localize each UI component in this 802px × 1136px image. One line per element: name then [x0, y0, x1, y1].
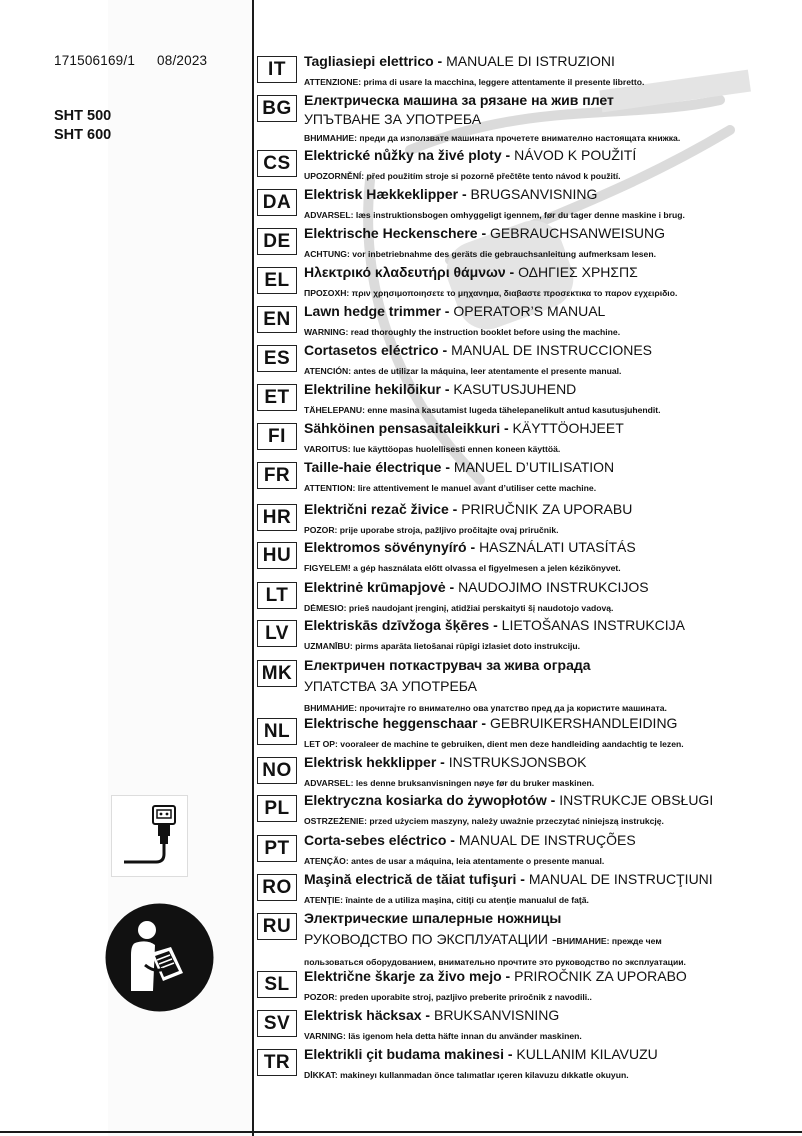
entry-title: [304, 1007, 559, 1023]
entry-title: [304, 53, 615, 69]
product-name: Električne škarje za živo mejo -: [304, 968, 511, 984]
document-date: 08/2023: [157, 53, 208, 68]
manual-name: УПАТСТВА ЗА УПОТРЕБА: [304, 678, 478, 694]
product-name: Elektrisk häcksax -: [304, 1007, 431, 1023]
entry-title: [304, 792, 713, 808]
manual-name: ΟΔΗΓΙΕΣ ΧΡΗΣΠΣ: [518, 264, 638, 280]
manual-name: MANUALE DI ISTRUZIONI: [446, 53, 615, 69]
entry-title: [304, 832, 636, 848]
warning-text: UPOZORNĚNÍ: před použitím stroje si pozorně přečtěte tento návod k použití.: [304, 171, 621, 181]
warning-text: ВНИМАНИЕ: прежде чем: [556, 936, 662, 946]
entry-title: [304, 617, 685, 633]
entry-title: [304, 968, 687, 984]
manual-name: BRUGSANVISNING: [470, 186, 598, 202]
language-code: SV: [257, 1010, 297, 1037]
product-name: Ηλεκτρικό κλαδευτήρι θάμνων -: [304, 264, 515, 280]
language-code: FI: [257, 423, 297, 450]
language-code: NO: [257, 757, 297, 784]
language-code: IT: [257, 56, 297, 83]
warning-text: DĖMESIO: prieš naudojant įrenginį, atidžiai perskaityti šį naudotojo vadovą.: [304, 603, 614, 613]
language-code: HR: [257, 504, 297, 531]
entry-title: [304, 754, 586, 770]
product-name: Taille-haie électrique -: [304, 459, 451, 475]
entry-title: [304, 342, 652, 358]
warning-text: ADVARSEL: les denne bruksanvisningen nøye før du bruker maskinen.: [304, 778, 595, 788]
warning-text: ATENŢIE: înainte de a utiliza maşina, citiţi cu atenţie manualul de faţă.: [304, 895, 589, 905]
entry-title: [304, 92, 614, 108]
language-code: HU: [257, 542, 297, 569]
manual-name: KULLANIM KILAVUZU: [516, 1046, 658, 1062]
manual-name: РУКОВОДСТВО ПО ЭКСПЛУАТАЦИИ -: [304, 931, 557, 947]
entry-title: [304, 420, 624, 436]
language-code: DA: [257, 189, 297, 216]
product-name: Elektryczna kosiarka do żywopłotów -: [304, 792, 556, 808]
warning-text: VAROITUS: lue käyttöopas huolellisesti ennen koneen käyttöä.: [304, 444, 561, 454]
entry-title: [304, 381, 576, 397]
entry-title: [304, 186, 597, 202]
entry-title: [304, 147, 636, 163]
language-code: NL: [257, 718, 297, 745]
warning-text: POZOR: prije uporabe stroja, pažljivo pročitajte ovaj priručnik.: [304, 525, 559, 535]
warning-text: POZOR: preden uporabite stroj, pazljivo preberite priročnik z navodili..: [304, 992, 592, 1002]
warning-text: ΠΡΟΣΟΧΗ: πριν χρησιμοποιησετε το μηχανημα, διαβαστε προσεκτικα το παρον εγχειριδιο.: [304, 288, 678, 298]
product-name: Sähköinen pensasaitaleikkuri -: [304, 420, 509, 436]
language-code: TR: [257, 1049, 297, 1076]
language-code: EN: [257, 306, 297, 333]
manual-name: BRUKSANVISNING: [433, 1007, 560, 1023]
language-code: ES: [257, 345, 297, 372]
entry-title: [304, 1046, 658, 1062]
manual-name: KASUTUSJUHEND: [453, 381, 577, 397]
product-name: Tagliasiepi elettrico -: [304, 53, 443, 69]
language-code: FR: [257, 462, 297, 489]
warning-text: WARNING: read thoroughly the instruction booklet before using the machine.: [304, 327, 621, 337]
manual-line: [304, 931, 662, 947]
language-code: RU: [257, 913, 297, 940]
entry-title: [304, 910, 561, 926]
warning-text: TÄHELEPANU: enne masina kasutamist lugeda tähelepanelikult antud kasutusjuhendit.: [304, 405, 661, 415]
document-code: 171506169/1: [54, 53, 136, 68]
entry-title: [304, 657, 591, 673]
manual-name: УПЪТВАНЕ ЗА УПОТРЕБА: [304, 111, 482, 127]
entry-title: [304, 264, 638, 280]
language-code: EL: [257, 267, 297, 294]
warning-text: пользоваться оборудованием, внимательно прочтите это руководство по эксплуатации.: [304, 957, 686, 967]
entry-title: [304, 501, 632, 517]
entry-title: [304, 303, 605, 319]
manual-name: HASZNÁLATI UTASÍTÁS: [479, 539, 636, 555]
product-name: Corta-sebes eléctrico -: [304, 832, 455, 848]
language-code: LV: [257, 620, 297, 647]
model-name: SHT 600: [54, 127, 112, 143]
entry-title: [304, 459, 614, 475]
warning-text: ADVARSEL: læs instruktionsbogen omhyggeligt igennem, før du tager denne maskine i brug.: [304, 210, 685, 220]
language-code: MK: [257, 660, 297, 687]
product-name: Cortasetos eléctrico -: [304, 342, 448, 358]
manual-name: GEBRAUCHSANWEISUNG: [490, 225, 666, 241]
manual-name: LIETOŠANAS INSTRUKCIJA: [501, 617, 686, 633]
warning-text: FIGYELEM! a gép használata előtt olvassa el figyelmesen a jelen kézikönyvet.: [304, 563, 621, 573]
manual-name: PRIROČNIK ZA UPORABO: [514, 968, 687, 984]
language-code: BG: [257, 95, 297, 122]
manual-name: MANUAL DE INSTRUÇÕES: [458, 832, 636, 848]
manual-name: PRIRUČNIK ZA UPORABU: [461, 501, 633, 517]
language-code: PT: [257, 835, 297, 862]
manual-name: GEBRUIKERSHANDLEIDING: [489, 715, 678, 731]
language-code: ET: [257, 384, 297, 411]
product-name: Elektrisk Hækkeklipper -: [304, 186, 467, 202]
language-code: PL: [257, 795, 297, 822]
model-name: SHT 500: [54, 108, 112, 124]
warning-text: ВНИМАНИЕ: преди да използвате машината прочетете внимателно настоящата книжка.: [304, 133, 681, 143]
product-name: Електричен поткаструвач за жива ограда: [304, 657, 591, 673]
warning-text: ATENÇÃO: antes de usar a máquina, leia atentamente o presente manual.: [304, 856, 605, 866]
manual-name: INSTRUKCJE OBSŁUGI: [559, 792, 714, 808]
manual-name: OPERATOR’S MANUAL: [453, 303, 606, 319]
product-name: Elektriskās dzīvžoga šķēres -: [304, 617, 498, 633]
manual-name: MANUAL DE INSTRUCŢIUNI: [528, 871, 713, 887]
manual-name: MANUEL D’UTILISATION: [453, 459, 615, 475]
warning-text: ATTENZIONE: prima di usare la macchina, leggere attentamente il presente libretto.: [304, 77, 645, 87]
manual-name: INSTRUKSJONSBOK: [448, 754, 587, 770]
entry-title: [304, 871, 713, 887]
product-name: Elektrisk hekklipper -: [304, 754, 445, 770]
entry-title: [304, 715, 677, 731]
product-name: Elektrinė krūmapjovė -: [304, 579, 455, 595]
language-code: CS: [257, 150, 297, 177]
language-code: DE: [257, 228, 297, 255]
product-name: Elektrische heggenschaar -: [304, 715, 487, 731]
product-name: Електрическа машина за рязане на жив плет: [304, 92, 614, 108]
entry-title: [304, 225, 665, 241]
language-code: RO: [257, 874, 297, 901]
product-name: Elektrikli çit budama makinesi -: [304, 1046, 513, 1062]
product-name: Električni rezač živice -: [304, 501, 458, 517]
product-name: Elektrische Heckenschere -: [304, 225, 487, 241]
product-name: Maşină electrică de tăiat tufişuri -: [304, 871, 525, 887]
warning-text: LET OP: vooraleer de machine te gebruiken, dient men deze handleiding aandachtig te lezen.: [304, 739, 684, 749]
warning-text: ACHTUNG: vor inbetriebnahme des geräts die gebrauchsanleitung aufmerksam lesen.: [304, 249, 656, 259]
product-name: Elektriline hekilõikur -: [304, 381, 450, 397]
warning-text: UZMANĪBU: pirms aparāta lietošanai rūpīgi izlasiet doto instrukciju.: [304, 641, 580, 651]
language-code: SL: [257, 971, 297, 998]
entry-title: [304, 579, 649, 595]
entry-title: [304, 539, 636, 555]
warning-text: ВНИМАНИЕ: прочитајте го внимателно ова упатство пред да ја користите машината.: [304, 703, 667, 713]
manual-name: KÄYTTÖOHJEET: [512, 420, 624, 436]
manual-name: MANUAL DE INSTRUCCIONES: [451, 342, 653, 358]
manual-name: NAUDOJIMO INSTRUKCIJOS: [458, 579, 649, 595]
warning-text: OSTRZEŻENIE: przed użyciem maszyny, należy uważnie przeczytać niniejszą instrukcję.: [304, 816, 664, 826]
warning-text: ATENCIÓN: antes de utilizar la máquina, leer atentamente el presente manual.: [304, 366, 622, 376]
language-code: LT: [257, 582, 297, 609]
product-name: Elektromos sövénynyíró -: [304, 539, 476, 555]
product-name: Электрические шпалерные ножницы: [304, 910, 562, 926]
manual-name: NÁVOD K POUŽITÍ: [514, 147, 637, 163]
warning-text: VARNING: läs igenom hela detta häfte innan du använder maskinen.: [304, 1031, 582, 1041]
product-name: Lawn hedge trimmer -: [304, 303, 450, 319]
product-name: Elektrické nůžky na živé ploty -: [304, 147, 511, 163]
warning-text: ATTENTION: lire attentivement le manuel avant d’utiliser cette machine.: [304, 483, 597, 493]
warning-text: DİKKAT: makineyı kullanmadan önce talımatlar ıçeren kilavuzu dıkkatle okuyun.: [304, 1070, 629, 1080]
